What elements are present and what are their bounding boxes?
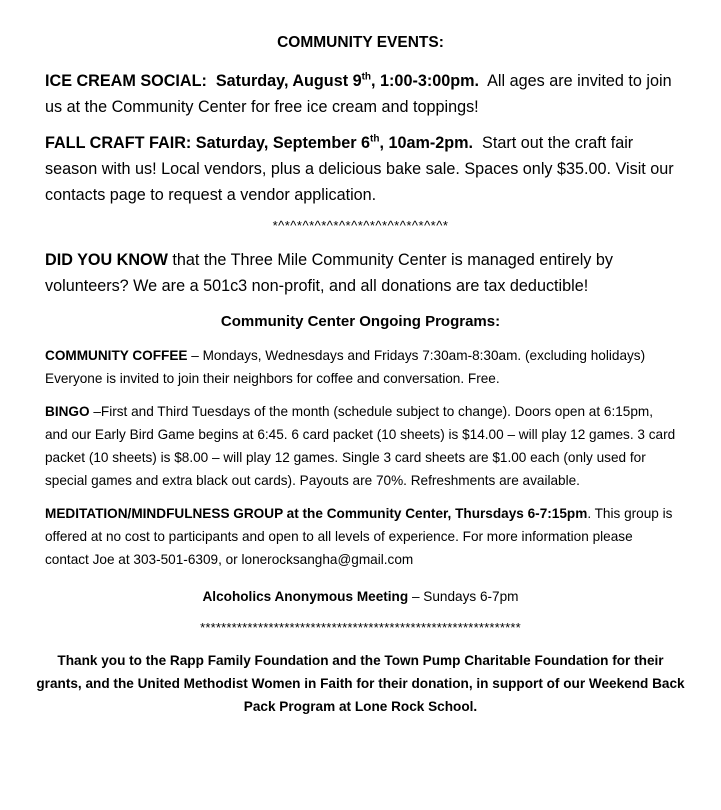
community-coffee-title: COMMUNITY COFFEE: [45, 348, 188, 363]
craft-fair-date-text: Saturday, September 6: [195, 134, 371, 152]
craft-fair-time-text: , 10am-2pm.: [379, 134, 474, 152]
craft-fair-date-suffix: th: [370, 133, 380, 145]
ice-cream-time-text: , 1:00-3:00pm.: [371, 72, 480, 90]
aa-title: Alcoholics Anonymous Meeting: [202, 589, 409, 604]
community-coffee-text: – Mondays, Wednesdays and Fridays 7:30am-8:30am. (excluding holidays) Everyone is invited to join their neighbors for coffee and conversation. Free.: [45, 348, 646, 386]
caret-divider: *^*^*^*^*^*^*^*^*^*^*^*^*^*^*: [272, 218, 449, 233]
ice-cream-social-date: [216, 72, 479, 90]
did-you-know-text: that the Three Mile Community Center is managed entirely by volunteers? We are a 501c3 non-profit, and all donations are tax deductible!: [45, 251, 613, 295]
ice-cream-date-text: Saturday, August 9: [215, 72, 362, 90]
ice-cream-social-paragraph: [45, 68, 676, 120]
did-you-know-paragraph: [45, 247, 676, 299]
ice-cream-social-title: ICE CREAM SOCIAL:: [45, 72, 207, 90]
meditation-paragraph: [45, 502, 676, 571]
fall-craft-fair-date: [196, 134, 473, 152]
bingo-text: –First and Third Tuesdays of the month (schedule subject to change). Doors open at 6:15pm, and our Early Bird Game begins at 6:45. 6 card packet (10 sheets) is $14.00 – will play 12 games. 3 card packet (10 sheets) is $8.00 – will play 12 games. Single 3 card sheets are $1.00 each (only used for special games and extra black out cards). Payouts are 70%. Refreshments are available.: [45, 404, 676, 488]
aa-schedule: – Sundays 6-7pm: [408, 589, 519, 604]
meditation-title: MEDITATION/MINDFULNESS GROUP at the Community Center, Thursdays 6-7:15pm: [45, 506, 588, 521]
community-coffee-paragraph: [45, 344, 676, 390]
did-you-know-title: DID YOU KNOW: [45, 251, 168, 269]
fall-craft-fair-title: FALL CRAFT FAIR:: [45, 134, 192, 152]
thank-you-paragraph: Thank you to the Rapp Family Foundation and the Town Pump Charitable Foundation for their grants, and the United Methodist Women in Faith for their donation, in support of our Weekend Back Pack Program at Lone Rock School.: [36, 653, 685, 714]
ice-cream-date-suffix: th: [361, 71, 372, 83]
alcoholics-anonymous-line: [45, 585, 676, 608]
ice-cream-social-description: All ages are invited to join us at the Community Center for free ice cream and toppings!: [45, 72, 672, 116]
ongoing-programs-heading: Community Center Ongoing Programs:: [220, 313, 501, 330]
bingo-title: BINGO: [45, 404, 90, 419]
meditation-text: . This group is offered at no cost to participants and open to all levels of experience. For more information please contact Joe at 303-501-6309, or lonerocksangha@gmail.com: [45, 506, 673, 567]
fall-craft-fair-paragraph: [45, 130, 676, 208]
community-events-heading: COMMUNITY EVENTS:: [277, 34, 444, 51]
bingo-paragraph: [45, 400, 676, 492]
asterisk-divider: *************************************************************: [200, 620, 521, 635]
fall-craft-fair-description: Start out the craft fair season with us! Local vendors, plus a delicious bake sale. Spaces only $35.00. Visit our contacts page to request a vendor application.: [45, 134, 674, 204]
